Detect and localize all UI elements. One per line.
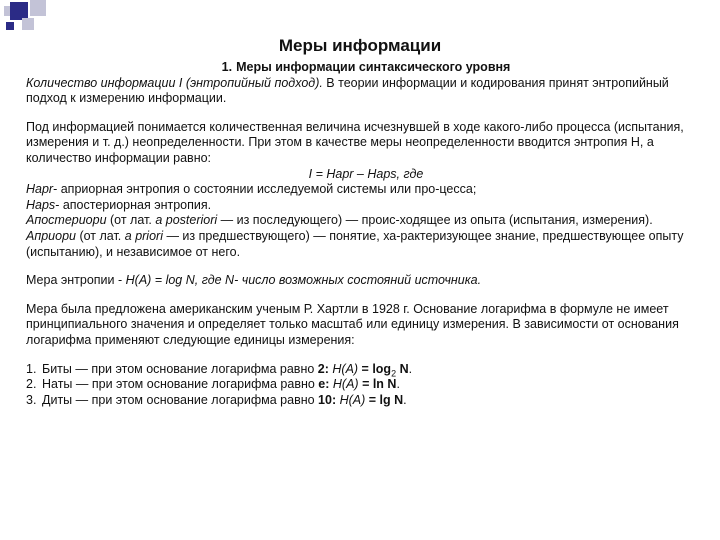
deco-square [6, 22, 14, 30]
slide-title: Меры информации [278, 36, 442, 55]
list-item: 2. Наты — при этом основание логарифма равно e: H(A) = ln N. [26, 377, 400, 392]
list-item: 1. Биты — при этом основание логарифма равно 2: $H(A) = \log_2 N$. [26, 361, 413, 378]
section-subtitle [26, 60, 706, 76]
haps-line: Haps- апостериорная энтропия. [26, 197, 212, 212]
section-subtitle-text: Меры информации синтаксического уровня [236, 60, 511, 74]
hapr-line: Hapr- априорная энтропия о состоянии исследуемой системы или про-цесса; [26, 182, 477, 197]
intro-italic-lead: Количество информации I (энтропийный подход). [26, 75, 323, 90]
list-item: 3. Диты — при этом основание логарифма равно 10: H(A) = lg N. [26, 392, 407, 407]
section-number: 1. [221, 60, 233, 74]
intro-text: В теории информации и кодирования принят энтропийный подход к измерению информации. [26, 75, 669, 106]
intro-paragraph [26, 76, 706, 107]
information-formula: I = Hapr – Haps, где [308, 166, 424, 181]
deco-square [30, 0, 46, 16]
units-list [26, 362, 706, 409]
apriori-paragraph: Априори (от лат. a priori — из предшествующего) — понятие, ха-рактеризующее знание, предшествующее опыту (испытанию), и независимое от него. [26, 228, 684, 259]
corner-decoration [0, 0, 720, 40]
aposteriori-paragraph: Апостериори (от лат. a posteriori — из последующего) — проис-ходящее из опыта (испытания, измерения). [26, 213, 653, 228]
definition-paragraph: Под информацией понимается количественная величина исчезнувшей в ходе какого-либо процесса (испытания, измерения и т. д.) неопределенности. При этом в качестве меры неопределенности вводится энтропия H, а количество информации равно: [26, 119, 684, 165]
slide-body [26, 60, 706, 408]
deco-square [22, 18, 34, 30]
hartley-paragraph: Мера была предложена американским ученым Р. Хартли в 1928 г. Основание логарифма в формуле не имеет принципиального значения и определяет только масштаб или единицу измерения. В зависимости от основания логарифма применяют следующие единицы измерения: [26, 301, 679, 347]
entropy-measure-line: Мера энтропии - H(A) = log N, где N- число возможных состояний источника. [26, 273, 482, 288]
